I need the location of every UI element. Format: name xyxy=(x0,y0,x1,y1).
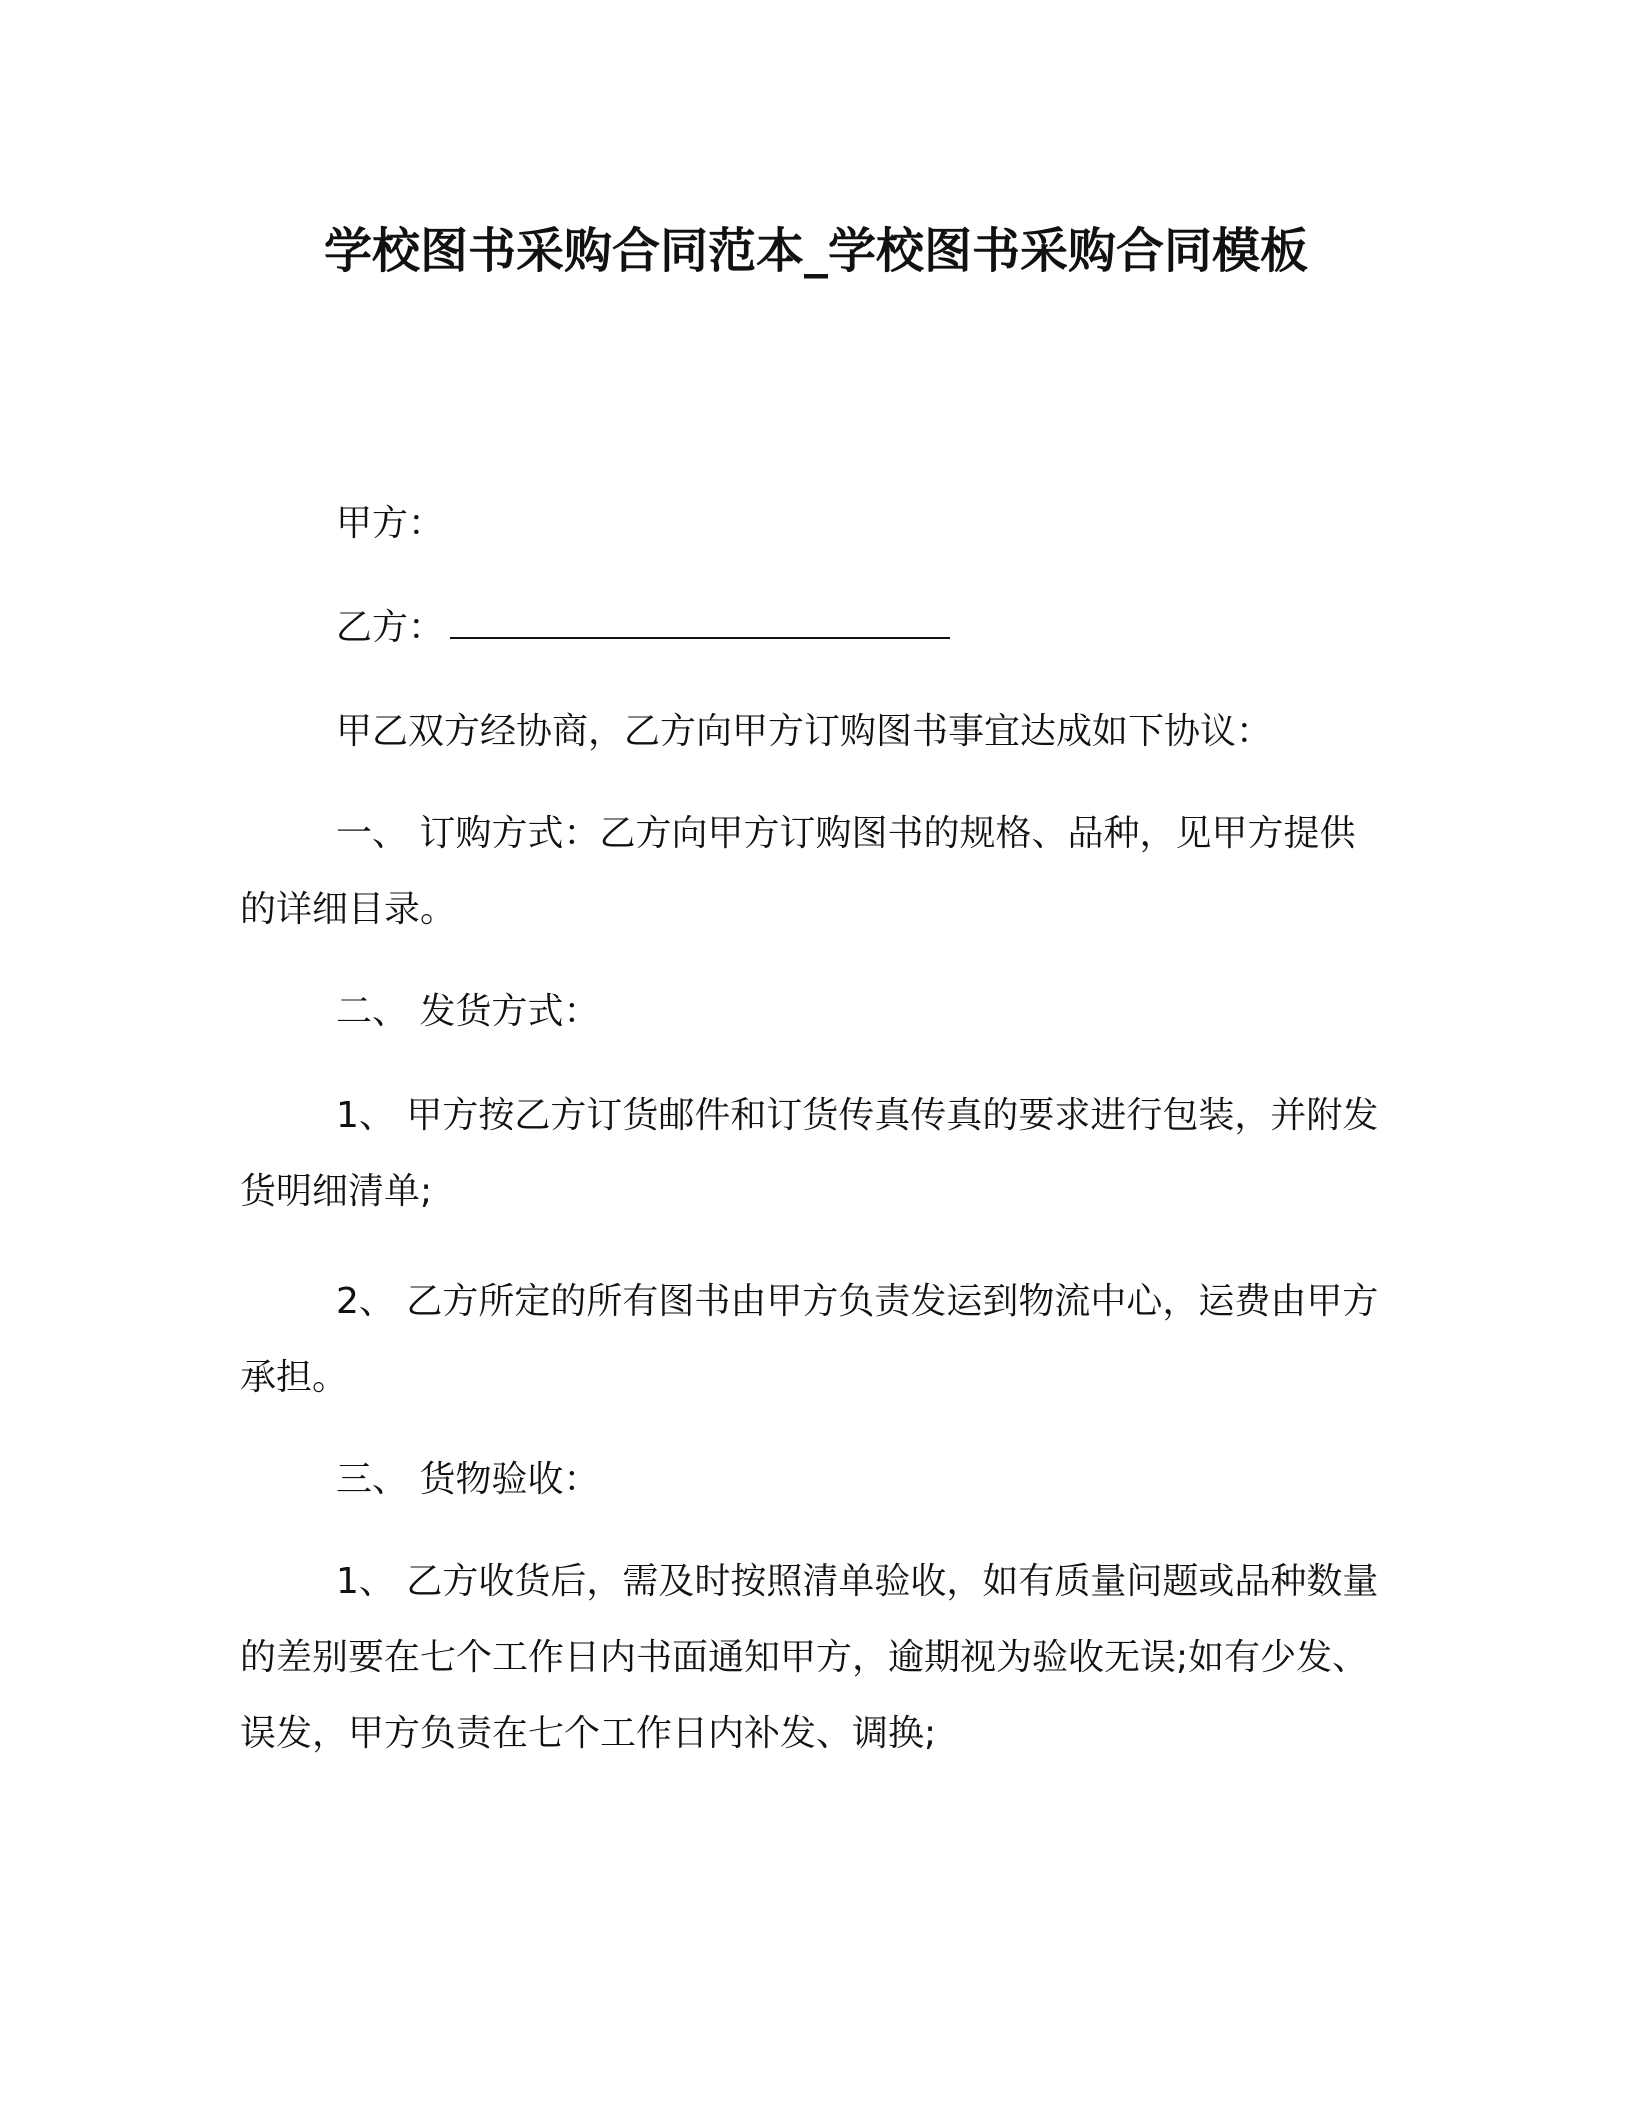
section-2-item-2: 2、 乙方所定的所有图书由甲方负责发运到物流中心，运费由甲方承担。 xyxy=(240,1281,1379,1398)
party-a-label: 甲方： xyxy=(336,503,445,544)
section-3-item-1: 1、 乙方收货后，需及时按照清单验收，如有质量问题或品种数量的差别要在七个工作日内书面通知甲方，逾期视为验收无误;如有少发、误发，甲方负责在七个工作日内补发、调换; xyxy=(240,1561,1379,1754)
section-2-heading: 二、 发货方式： xyxy=(336,991,600,1032)
party-b-label: 乙方： xyxy=(336,607,445,648)
section-2-item-1: 1、 甲方按乙方订货邮件和订货传真传真的要求进行包装，并附发货明细清单; xyxy=(240,1095,1379,1212)
section-1-paragraph: 一、 订购方式：乙方向甲方订购图书的规格、品种，见甲方提供的详细目录。 xyxy=(240,813,1356,930)
party-a-line xyxy=(240,486,1390,562)
document-title: 学校图书采购合同范本_学校图书采购合同模板 xyxy=(323,223,1308,279)
party-b-blank-line xyxy=(450,603,950,639)
party-b-line xyxy=(240,590,1390,666)
section-3-heading: 三、 货物验收： xyxy=(336,1459,600,1500)
intro-paragraph: 甲乙双方经协商，乙方向甲方订购图书事宜达成如下协议： xyxy=(336,711,1273,752)
